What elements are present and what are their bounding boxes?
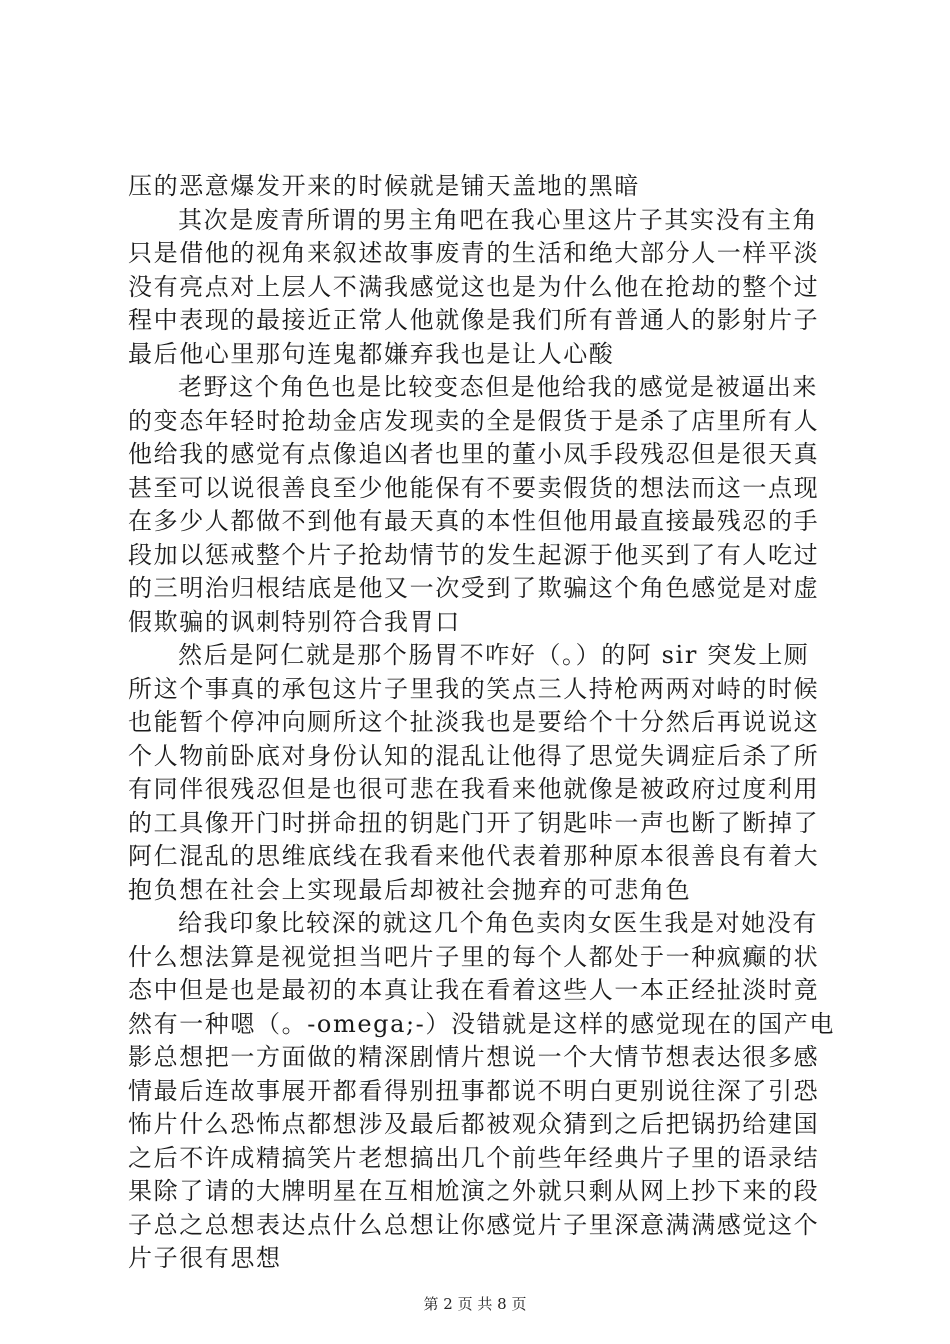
text-line: 程中表现的最接近正常人他就像是我们所有普通人的影射片子 xyxy=(128,306,820,334)
document-body xyxy=(128,170,840,1276)
text-line: 他给我的感觉有点像追凶者也里的董小凤手段残忍但是很天真 xyxy=(128,440,820,468)
text-line: 也能暂个停冲向厕所这个扯淡我也是要给个十分然后再说说这 xyxy=(128,708,820,736)
paragraph-start-line: 给我印象比较深的就这几个角色卖肉女医生我是对她没有 xyxy=(178,909,818,937)
text-line: 阿仁混乱的思维底线在我看来他代表着那种原本很善良有着大 xyxy=(128,842,820,870)
text-line: 什么想法算是视觉担当吧片子里的每个人都处于一种疯癫的状 xyxy=(128,942,820,971)
text-line: 然有一种嗯（。-omega;-）没错就是这样的感觉现在的国产电 xyxy=(128,1009,835,1038)
text-line: 假欺骗的讽刺特别符合我胃口 xyxy=(128,607,461,636)
text-line: 个人物前卧底对身份认知的混乱让他得了思觉失调症后杀了所 xyxy=(128,741,820,770)
text-line: 有同伴很残忍但是也很可悲在我看来他就像是被政府过度利用 xyxy=(128,775,820,803)
text-line: 的工具像开门时拼命扭的钥匙门开了钥匙咔一声也断了断掉了 xyxy=(128,808,820,837)
text-line: 影总想把一方面做的精深剧情片想说一个大情节想表达很多感 xyxy=(128,1043,820,1071)
text-line: 子总之总想表达点什么总想让你感觉片子里深意满满感觉这个 xyxy=(128,1210,820,1239)
text-line: 只是借他的视角来叙述故事废青的生活和绝大部分人一样平淡 xyxy=(128,239,820,267)
text-line: 最后他心里那句连鬼都嫌弃我也是让人心酸 xyxy=(128,339,615,368)
text-line: 果除了请的大牌明星在互相尬演之外就只剩从网上抄下来的段 xyxy=(128,1177,820,1205)
text-line: 抱负想在社会上实现最后却被社会抛弃的可悲角色 xyxy=(128,875,692,904)
text-line: 压的恶意爆发开来的时候就是铺天盖地的黑暗 xyxy=(128,172,640,200)
text-line: 态中但是也是最初的本真让我在看着这些人一本正经扯淡时竟 xyxy=(128,976,820,1004)
text-line: 所这个事真的承包这片子里我的笑点三人持枪两两对峙的时候 xyxy=(128,674,820,703)
text-line: 怖片什么恐怖点都想涉及最后都被观众猜到之后把锅扔给建国 xyxy=(128,1110,820,1138)
text-line: 在多少人都做不到他有最天真的本性但他用最直接最残忍的手 xyxy=(128,507,820,535)
text-line: 的三明治归根结底是他又一次受到了欺骗这个角色感觉是对虚 xyxy=(128,574,820,602)
text-line: 片子很有思想 xyxy=(128,1244,282,1272)
page-footer xyxy=(0,1294,950,1314)
page-number-label: 第 2 页 共 8 页 xyxy=(423,1295,527,1313)
paragraph-start-line: 然后是阿仁就是那个肠胃不咋好（。）的阿 sir 突发上厕 xyxy=(178,641,810,669)
text-line: 情最后连故事展开都看得别扭事都说不明白更别说往深了引恐 xyxy=(128,1076,820,1105)
text-line: 之后不许成精搞笑片老想搞出几个前些年经典片子里的语录结 xyxy=(128,1143,820,1172)
text-line: 的变态年轻时抢劫金店发现卖的全是假货于是杀了店里所有人 xyxy=(128,406,820,435)
paragraph-start-line: 老野这个角色也是比较变态但是他给我的感觉是被逼出来 xyxy=(178,373,818,401)
paragraph-start-line: 其次是废青所谓的男主角吧在我心里这片子其实没有主角 xyxy=(178,205,818,234)
text-line: 段加以惩戒整个片子抢劫情节的发生起源于他买到了有人吃过 xyxy=(128,540,820,569)
text-line: 甚至可以说很善良至少他能保有不要卖假货的想法而这一点现 xyxy=(128,473,820,502)
text-line: 没有亮点对上层人不满我感觉这也是为什么他在抢劫的整个过 xyxy=(128,272,820,301)
